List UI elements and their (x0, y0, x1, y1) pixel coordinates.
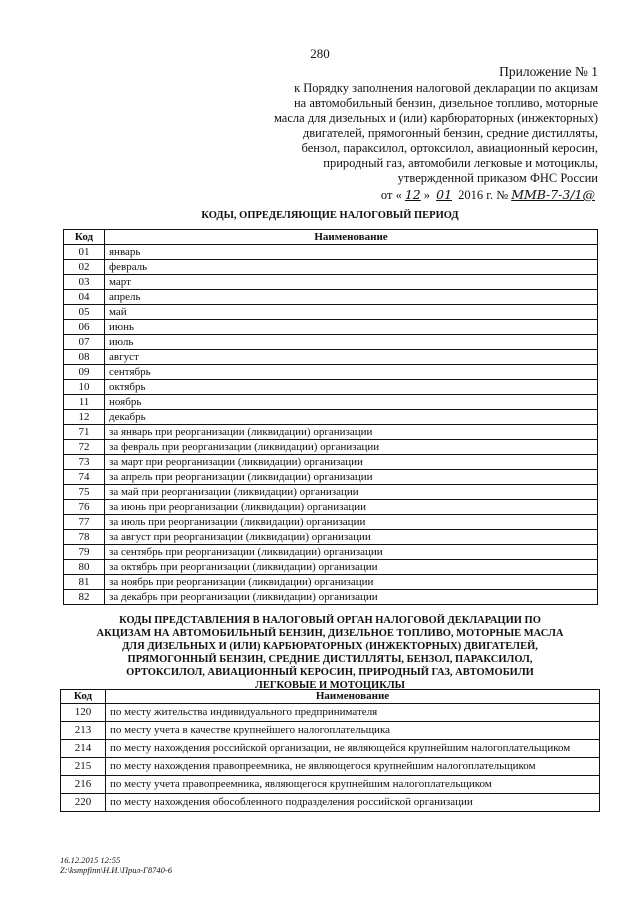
row-code: 05 (64, 305, 105, 320)
order-year: 2016 г. № (458, 188, 509, 202)
section2-title-line: ОРТОКСИЛОЛ, АВИАЦИОННЫЙ КЕРОСИН, ПРИРОДНЫЙ ГАЗ, АВТОМОБИЛИ (126, 667, 534, 678)
table-row (61, 740, 600, 758)
table-row (64, 245, 598, 260)
row-name: за февраль при реорганизации (ликвидации) организации (105, 440, 598, 455)
table-row (61, 776, 600, 794)
page-number: 280 (310, 46, 330, 61)
table-row (64, 260, 598, 275)
row-code: 09 (64, 365, 105, 380)
order-month: 01 (436, 187, 453, 202)
row-code: 01 (64, 245, 105, 260)
order-number: ММВ-7-3/1@ (511, 187, 595, 202)
row-code: 11 (64, 395, 105, 410)
column-header-name: Наименование (105, 230, 598, 245)
table-row (64, 425, 598, 440)
table-row (64, 470, 598, 485)
table-row (64, 335, 598, 350)
section1-title: КОДЫ, ОПРЕДЕЛЯЮЩИЕ НАЛОГОВЫЙ ПЕРИОД (201, 210, 459, 221)
table-row (64, 530, 598, 545)
row-name: по месту учета в качестве крупнейшего налогоплательщика (106, 722, 600, 740)
table-header-row (64, 230, 598, 245)
row-code: 12 (64, 410, 105, 425)
row-code: 06 (64, 320, 105, 335)
row-name: апрель (105, 290, 598, 305)
date-mid: » (423, 188, 430, 202)
order-date-line (258, 187, 598, 203)
row-code: 75 (64, 485, 105, 500)
table-row (64, 485, 598, 500)
table-row (64, 290, 598, 305)
table-row (64, 575, 598, 590)
row-code: 71 (64, 425, 105, 440)
row-code: 77 (64, 515, 105, 530)
row-code: 03 (64, 275, 105, 290)
appendix-line: двигателей, прямогонный бензин, средние дистилляты, (302, 126, 598, 140)
row-code: 214 (61, 740, 106, 758)
table-row (64, 305, 598, 320)
row-code: 73 (64, 455, 105, 470)
column-header-name: Наименование (106, 690, 600, 704)
section2-title-line: ДЛЯ ДИЗЕЛЬНЫХ И (ИЛИ) КАРБЮРАТОРНЫХ (ИНЖЕКТОРНЫХ) ДВИГАТЕЛЕЙ, (122, 641, 538, 652)
appendix-title: Приложение № 1 (499, 64, 598, 79)
table-row (64, 320, 598, 335)
row-name: ноябрь (105, 395, 598, 410)
row-name: за декабрь при реорганизации (ликвидации) организации (105, 590, 598, 605)
row-code: 80 (64, 560, 105, 575)
footer-file-path: Z:\ksmpfinn\Н.И.\Прил-Г8740-6 (60, 865, 172, 875)
row-name: за октябрь при реорганизации (ликвидации) организации (105, 560, 598, 575)
row-code: 120 (61, 704, 106, 722)
section2-title-line: ЛЕГКОВЫЕ И МОТОЦИКЛЫ (255, 680, 405, 691)
row-code: 76 (64, 500, 105, 515)
table-row (64, 365, 598, 380)
row-name: за апрель при реорганизации (ликвидации) организации (105, 470, 598, 485)
row-name: декабрь (105, 410, 598, 425)
section2-title-line: КОДЫ ПРЕДСТАВЛЕНИЯ В НАЛОГОВЫЙ ОРГАН НАЛОГОВОЙ ДЕКЛАРАЦИИ ПО (119, 615, 541, 626)
table-row (64, 380, 598, 395)
table-row (64, 515, 598, 530)
row-code: 07 (64, 335, 105, 350)
table-row (64, 410, 598, 425)
row-name: июль (105, 335, 598, 350)
table-row (64, 545, 598, 560)
appendix-line: природный газ, автомобили легковые и мотоциклы, (323, 156, 598, 170)
row-name: май (105, 305, 598, 320)
row-code: 02 (64, 260, 105, 275)
row-code: 82 (64, 590, 105, 605)
table-row (64, 560, 598, 575)
row-name: по месту нахождения обособленного подразделения российской организации (106, 794, 600, 812)
row-name: за сентябрь при реорганизации (ликвидации) организации (105, 545, 598, 560)
row-name: июнь (105, 320, 598, 335)
appendix-line: бензол, параксилол, ортоксилол, авиационный керосин, (301, 141, 598, 155)
row-code: 81 (64, 575, 105, 590)
row-code: 216 (61, 776, 106, 794)
column-header-code: Код (64, 230, 105, 245)
section2-title-line: АКЦИЗАМ НА АВТОМОБИЛЬНЫЙ БЕНЗИН, ДИЗЕЛЬНОЕ ТОПЛИВО, МОТОРНЫЕ МАСЛА (96, 628, 564, 639)
order-day: 12 (404, 187, 421, 202)
row-name: февраль (105, 260, 598, 275)
row-name: по месту нахождения правопреемника, не являющегося крупнейшим налогоплательщиком (106, 758, 600, 776)
table-row (64, 590, 598, 605)
row-code: 04 (64, 290, 105, 305)
row-name: сентябрь (105, 365, 598, 380)
row-name: август (105, 350, 598, 365)
row-name: по месту учета правопреемника, являющегося крупнейшим налогоплательщиком (106, 776, 600, 794)
column-header-code: Код (61, 690, 106, 704)
table-row (64, 455, 598, 470)
row-name: октябрь (105, 380, 598, 395)
row-code: 72 (64, 440, 105, 455)
appendix-line: масла для дизельных и (или) карбюраторных (инжекторных) (273, 111, 598, 125)
table-row (64, 275, 598, 290)
period-codes-table (63, 229, 598, 605)
table-row (64, 350, 598, 365)
table-row (64, 395, 598, 410)
row-code: 79 (64, 545, 105, 560)
row-code: 213 (61, 722, 106, 740)
row-name: за июнь при реорганизации (ликвидации) организации (105, 500, 598, 515)
appendix-line: к Порядку заполнения налоговой декларации по акцизам (294, 81, 598, 95)
appendix-line: утвержденной приказом ФНС России (397, 171, 598, 185)
row-name: март (105, 275, 598, 290)
row-name: январь (105, 245, 598, 260)
row-code: 215 (61, 758, 106, 776)
date-prefix: от « (380, 188, 402, 202)
row-name: за январь при реорганизации (ликвидации) организации (105, 425, 598, 440)
row-name: за ноябрь при реорганизации (ликвидации) организации (105, 575, 598, 590)
table-header-row (61, 690, 600, 704)
row-code: 220 (61, 794, 106, 812)
row-name: за май при реорганизации (ликвидации) организации (105, 485, 598, 500)
row-name: по месту жительства индивидуального предпринимателя (106, 704, 600, 722)
submission-codes-table (60, 689, 600, 812)
row-name: за июль при реорганизации (ликвидации) организации (105, 515, 598, 530)
appendix-line: на автомобильный бензин, дизельное топливо, моторные (293, 96, 598, 110)
table-row (61, 758, 600, 776)
footer-timestamp: 16.12.2015 12:55 (60, 855, 121, 865)
section2-title (60, 614, 600, 692)
row-name: по месту нахождения российской организации, не являющейся крупнейшим налогоплательщиком (106, 740, 600, 758)
file-footer (60, 855, 172, 875)
table-row (61, 722, 600, 740)
section2-title-line: ПРЯМОГОННЫЙ БЕНЗИН, СРЕДНИЕ ДИСТИЛЛЯТЫ, БЕНЗОЛ, ПАРАКСИЛОЛ, (127, 654, 533, 665)
row-name: за август при реорганизации (ликвидации) организации (105, 530, 598, 545)
row-name: за март при реорганизации (ликвидации) организации (105, 455, 598, 470)
row-code: 74 (64, 470, 105, 485)
table-row (61, 704, 600, 722)
table-row (64, 500, 598, 515)
table-row (64, 440, 598, 455)
table-row (61, 794, 600, 812)
row-code: 08 (64, 350, 105, 365)
appendix-header (258, 64, 598, 203)
row-code: 78 (64, 530, 105, 545)
row-code: 10 (64, 380, 105, 395)
